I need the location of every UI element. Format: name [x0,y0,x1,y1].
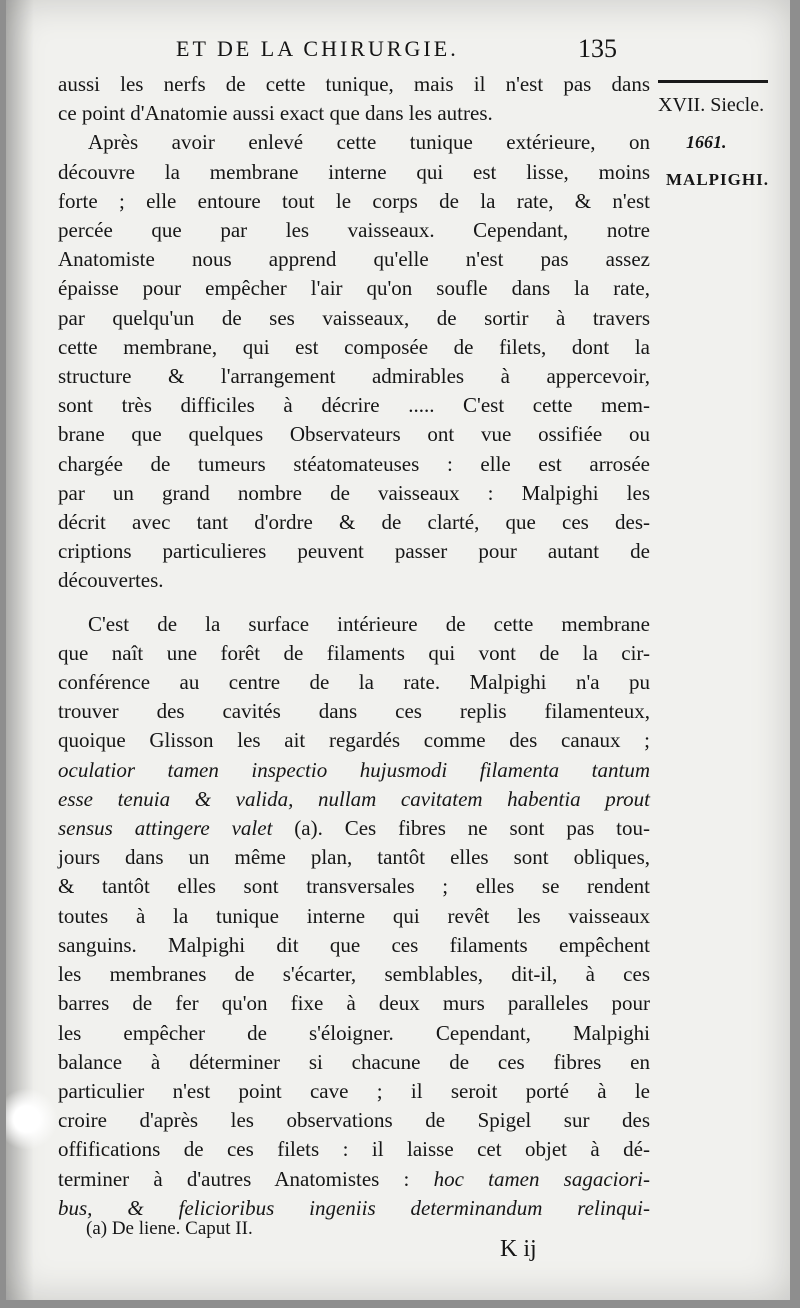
text-line: brane que quelques Observateurs ont vue ossifiée ou [58,422,650,447]
text-line: sanguins. Malpighi dit que ces filaments empêchent [58,932,650,957]
text-line: conférence au centre de la rate. Malpighi n'a pu [58,670,650,695]
latin-quote: sensus attingere valet [58,816,273,841]
text-line: criptions particulieres peuvent passer pour autant de [58,539,650,564]
paper-damage [6,1088,58,1150]
latin-quote: hoc tamen sagaciori- [433,1166,650,1191]
text-line: Anatomiste nous apprend qu'elle n'est pas assez [58,247,650,272]
text-line: aussi les nerfs de cette tunique, mais il n'est pas dans [58,72,650,96]
text-line: découvertes. [58,568,164,593]
text-line: offifications de ces filets : il laisse cet objet à dé- [58,1137,650,1162]
text-line: que naît une forêt de filaments qui vont de la cir- [58,640,650,665]
text-line: sont très difficiles à décrire ..... C'est cette mem- [58,393,650,418]
text-line: & tantôt elles sont transversales ; elles se rendent [58,874,650,899]
text-line: forte ; elle entoure tout le corps de la rate, & n'est [58,188,650,213]
text-line: par quelqu'un de ses vaisseaux, de sortir à travers [58,305,650,330]
text-line: quoique Glisson les ait regardés comme des canaux ; [58,728,650,753]
book-page [6,0,790,1300]
text-line: percée que par les vaisseaux. Cependant, notre [58,218,650,243]
footnote: (a) De liene. Caput II. [86,1218,253,1239]
page-number: 135 [578,34,617,63]
text-line-mixed [58,1165,650,1194]
margin-rule [658,80,768,83]
text-line: barres de fer qu'on fixe à deux murs paralleles pour [58,991,650,1016]
text-line: C'est de la surface intérieure de cette membrane [88,611,650,636]
text-run: terminer à d'autres Anatomistes : [58,1166,410,1191]
text-line: par un grand nombre de vaisseaux : Malpighi les [58,480,650,505]
latin-quote: bus, & felicioribus ingeniis determinandum relinqui- [58,1195,650,1220]
signature-mark: K ij [500,1236,537,1262]
text-run: (a). Ces fibres ne sont pas tou- [294,816,651,841]
text-line: les membranes de s'écarter, semblables, dit-il, à ces [58,962,650,987]
text-line-italic [58,785,650,814]
margin-note-year: 1661. [686,132,727,152]
latin-quote: esse tenuia & valida, nullam cavitatem habentia prout [58,786,650,811]
text-line: Après avoir enlevé cette tunique extérieure, on [88,130,650,155]
text-line: particulier n'est point cave ; il seroit porté à le [58,1078,650,1103]
text-line: toutes à la tunique interne qui revêt les vaisseaux [58,903,650,928]
text-line: structure & l'arrangement admirables à appercevoir, [58,364,650,389]
text-line: les empêcher de s'éloigner. Cependant, Malpighi [58,1020,650,1045]
body-text [58,70,650,1223]
text-line: balance à déterminer si chacune de ces fibres en [58,1049,650,1074]
text-line-mixed [58,814,650,843]
text-line: épaisse pour empêcher l'air qu'on soufle dans la rate, [58,276,650,301]
latin-quote: oculatior tamen inspectio hujusmodi filamenta tantum [58,757,650,782]
text-line: croire d'après les observations de Spigel sur des [58,1108,650,1133]
text-line: cette membrane, qui est composée de filets, dont la [58,334,650,359]
text-line: chargée de tumeurs stéatomateuses : elle est arrosée [58,451,650,476]
text-line-italic [58,756,650,785]
margin-note-century: XVII. Siecle. [658,94,765,116]
text-line: ce point d'Anatomie aussi exact que dans les autres. [58,101,493,126]
margin-note-name: MALPIGHI. [666,170,769,189]
text-line: trouver des cavités dans ces replis filamenteux, [58,699,650,724]
text-line: jours dans un même plan, tantôt elles sont obliques, [58,845,650,870]
text-line: décrit avec tant d'ordre & de clarté, que ces des- [58,510,650,535]
running-title: ET DE LA CHIRURGIE. [176,36,459,61]
text-line: découvre la membrane interne qui est lisse, moins [58,159,650,184]
